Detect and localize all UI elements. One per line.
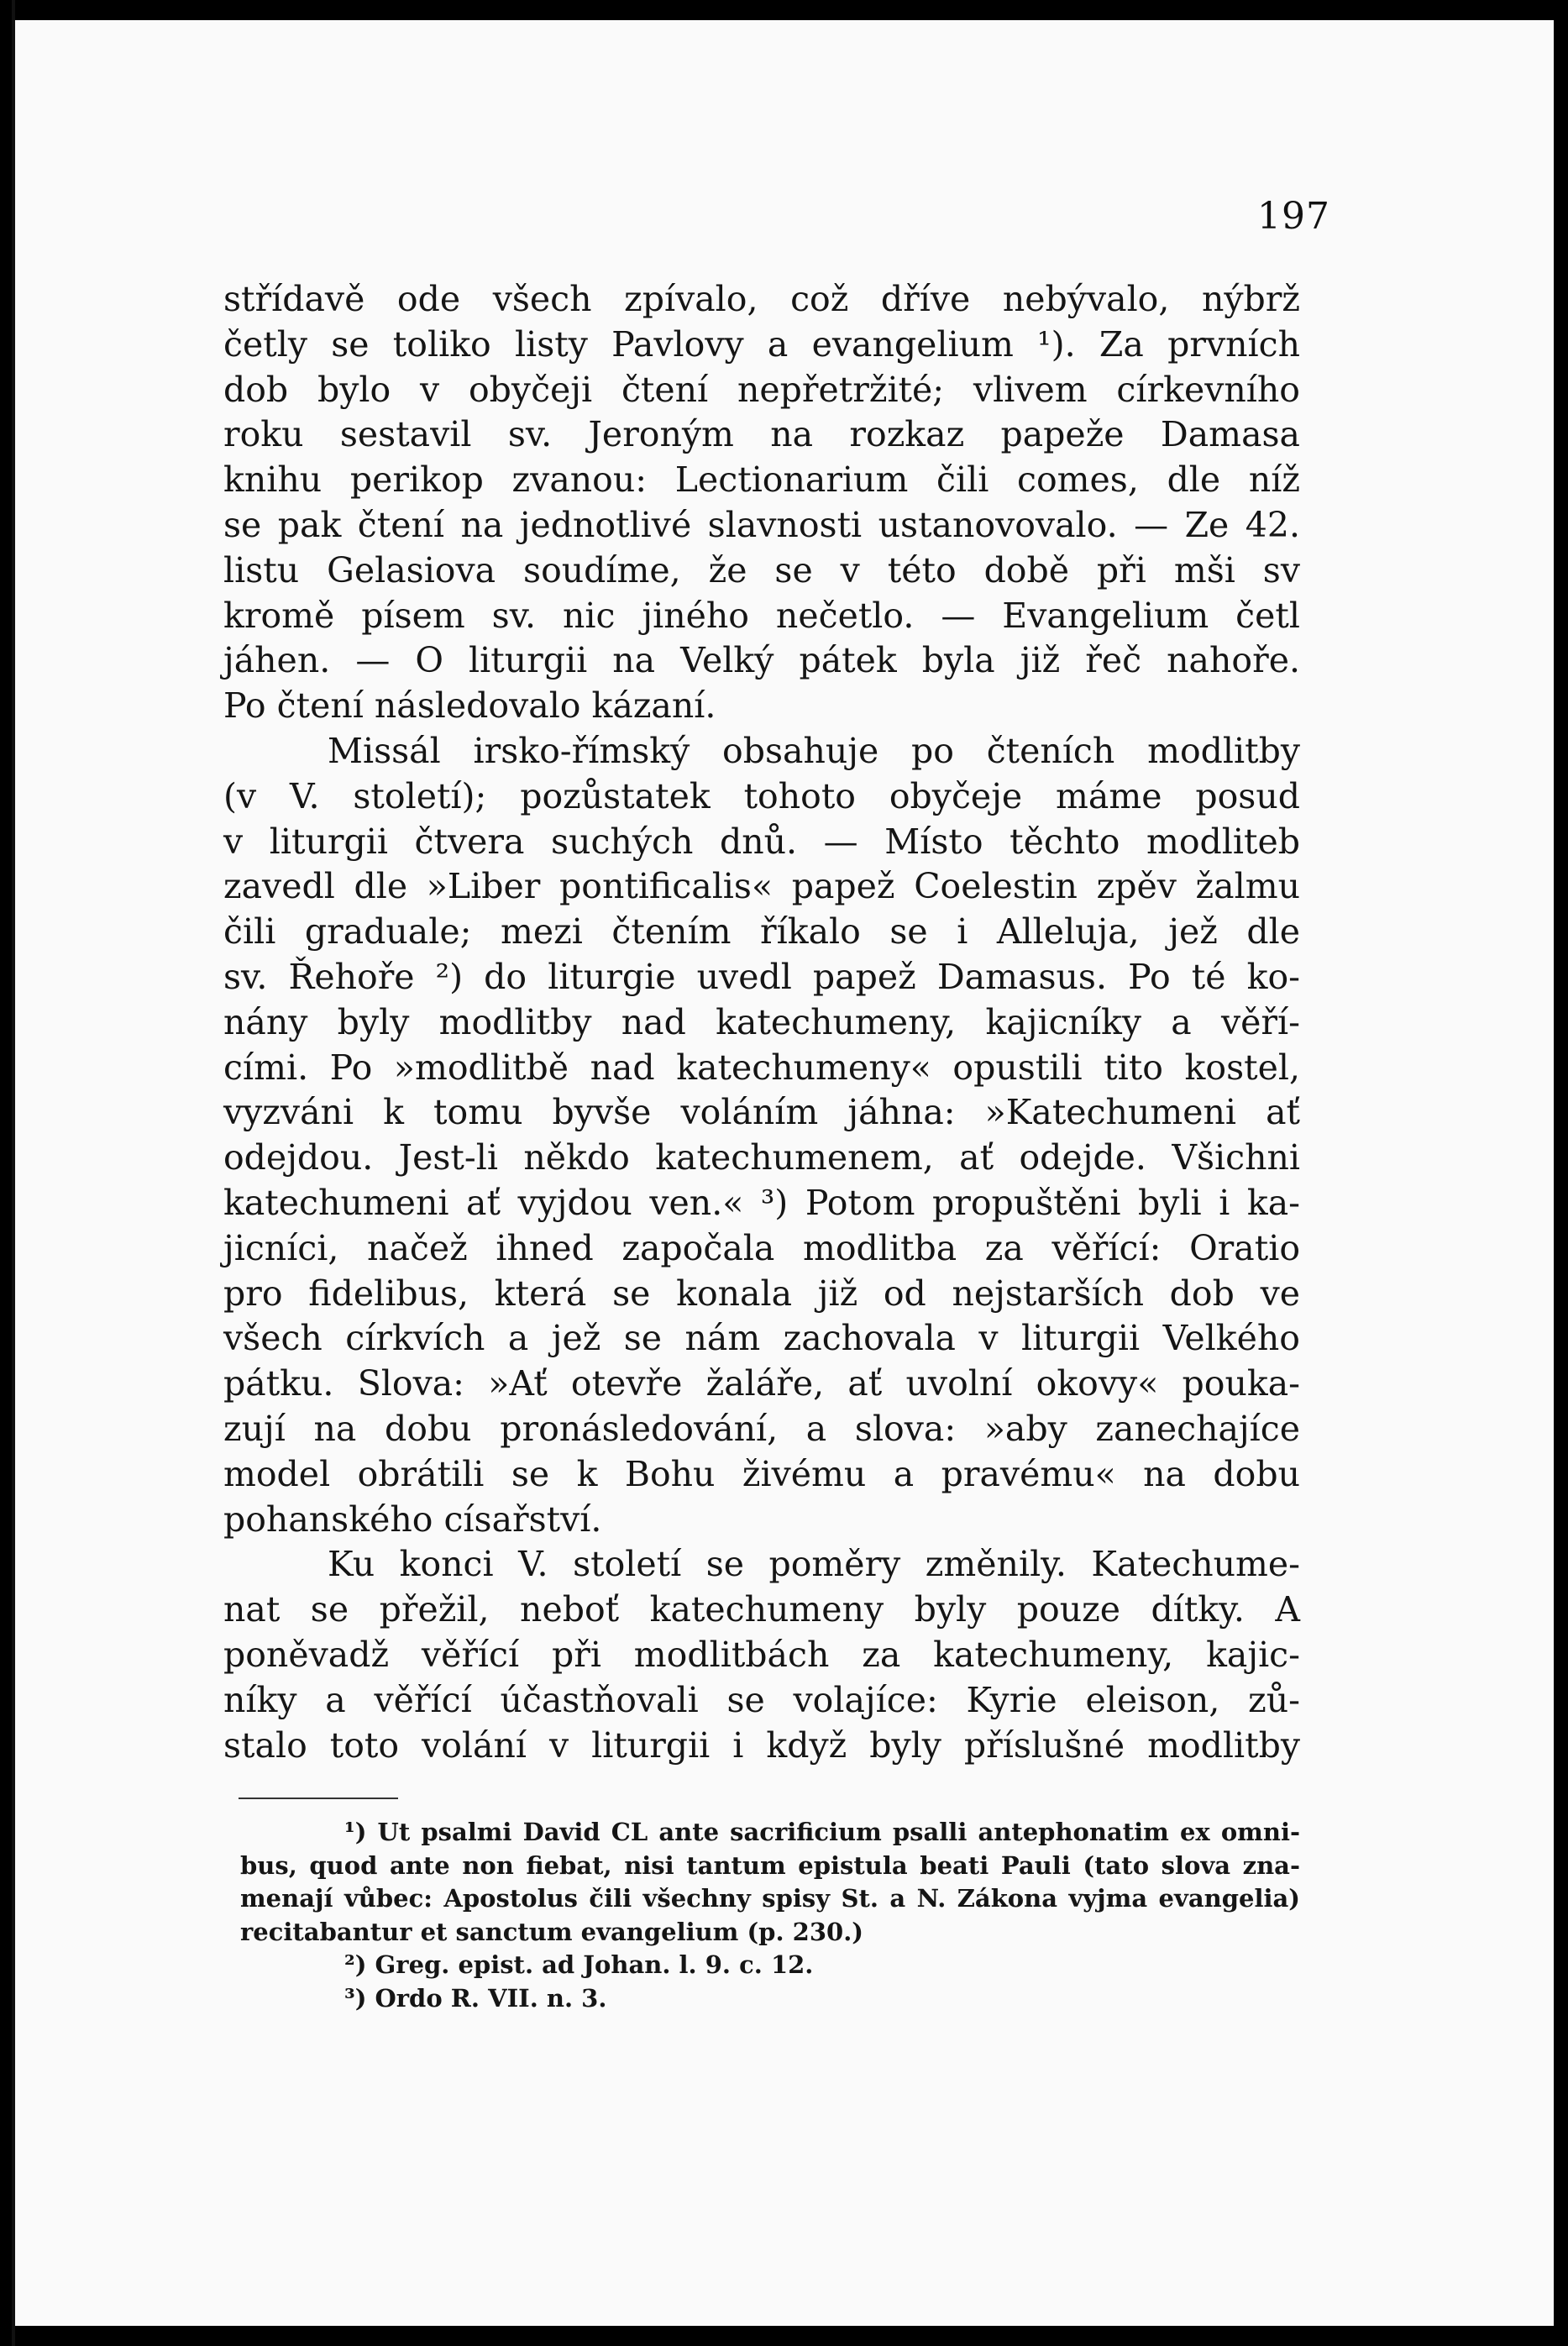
footnote-line: menají vůbec: Apostolus čili všechny spisy St. a N. Zákona vyjma evangelia) <box>240 1884 1300 1913</box>
main-text <box>223 277 1300 1768</box>
text-line: v liturgii čtvera suchých dnů. — Místo těchto modliteb <box>223 821 1300 862</box>
text-line: model obrátili se k Bohu živému a pravému« na dobu <box>223 1453 1300 1494</box>
text-line: nány byly modlitby nad katechumeny, kajicníky a věří- <box>223 1001 1300 1042</box>
text-line: sv. Řehoře ²) do liturgie uvedl papež Damasus. Po té ko- <box>223 956 1300 997</box>
text-line: dob bylo v obyčeji čtení nepřetržité; vlivem církevního <box>223 369 1300 410</box>
footnotes <box>240 1816 1300 2015</box>
text-line: (v V. století); pozůstatek tohoto obyčeje máme posud <box>223 775 1300 816</box>
text-line: kromě písem sv. nic jiného nečetlo. — Evangelium četl <box>223 595 1300 636</box>
text-line: roku sestavil sv. Jeroným na rozkaz papeže Damasa <box>223 414 1300 455</box>
text-line: cími. Po »modlitbě nad katechumeny« opustili tito kostel, <box>223 1047 1300 1088</box>
text-line: čili graduale; mezi čtením říkalo se i Alleluja, jež dle <box>223 911 1300 953</box>
footnote-line: recitabantur et sanctum evangelium (p. 230.) <box>240 1917 864 1946</box>
text-line: níky a věřící účastňovali se volajíce: Kyrie eleison, zů- <box>223 1679 1300 1720</box>
footnote-divider <box>239 1798 398 1799</box>
text-line: listu Gelasiova soudíme, že se v této době při mši sv <box>223 549 1300 590</box>
text-line: jáhen. — O liturgii na Velký pátek byla již řeč nahoře. <box>223 640 1300 681</box>
text-line: zavedl dle »Liber pontificalis« papež Coelestin zpěv žalmu <box>223 866 1300 907</box>
text-line: zují na dobu pronásledování, a slova: »aby zanechajíce <box>223 1408 1300 1449</box>
text-line: poněvadž věřící při modlitbách za katechumeny, kajic- <box>223 1634 1300 1675</box>
footnote-line: bus, quod ante non fiebat, nisi tantum epistula beati Pauli (tato slova zna- <box>240 1850 1300 1880</box>
text-line: nat se přežil, neboť katechumeny byly pouze dítky. A <box>223 1589 1300 1630</box>
text-line: pohanského císařství. <box>223 1498 602 1540</box>
text-line: vyzváni k tomu byvše voláním jáhna: »Katechumeni ať <box>223 1092 1300 1133</box>
text-line: pátku. Slova: »Ať otevře žaláře, ať uvolní okovy« pouka- <box>223 1363 1300 1404</box>
text-line: pro fidelibus, která se konala již od nejstarších dob ve <box>223 1273 1300 1314</box>
text-line: odejdou. Jest-li někdo katechumenem, ať odejde. Všichni <box>223 1137 1300 1178</box>
text-line: knihu perikop zvanou: Lectionarium čili comes, dle níž <box>223 459 1300 501</box>
text-line: stalo toto volání v liturgii i když byly příslušné modlitby <box>223 1724 1300 1766</box>
text-line: střídavě ode všech zpívalo, což dříve nebývalo, nýbrž <box>223 279 1300 319</box>
text-line: katechumeni ať vyjdou ven.« ³) Potom propuštěni byli i ka- <box>223 1182 1300 1223</box>
text-line: Po čtení následovalo kázaní. <box>223 685 716 727</box>
text-line: se pak čtení na jednotlivé slavnosti ustanovovalo. — Ze 42. <box>223 504 1300 545</box>
text-line: všech církvích a jež se nám zachovala v liturgii Velkého <box>223 1318 1300 1359</box>
footnote-line: ³) Ordo R. VII. n. 3. <box>344 1983 607 2013</box>
footnote-line: ²) Greg. epist. ad Johan. l. 9. c. 12. <box>344 1950 814 1979</box>
text-line: jicníci, načež ihned započala modlitba za věřící: Oratio <box>223 1227 1300 1268</box>
text-line: Missál irsko-římský obsahuje po čteních modlitby <box>328 730 1300 771</box>
text-line: Ku konci V. století se poměry změnily. Katechume- <box>328 1544 1300 1585</box>
footnote-line: ¹) Ut psalmi David CL ante sacrificium psalli antephonatim ex omni- <box>344 1818 1300 1846</box>
page-number: 197 <box>1257 195 1330 238</box>
text-line: četly se toliko listy Pavlovy a evangelium ¹). Za prvních <box>223 323 1300 365</box>
